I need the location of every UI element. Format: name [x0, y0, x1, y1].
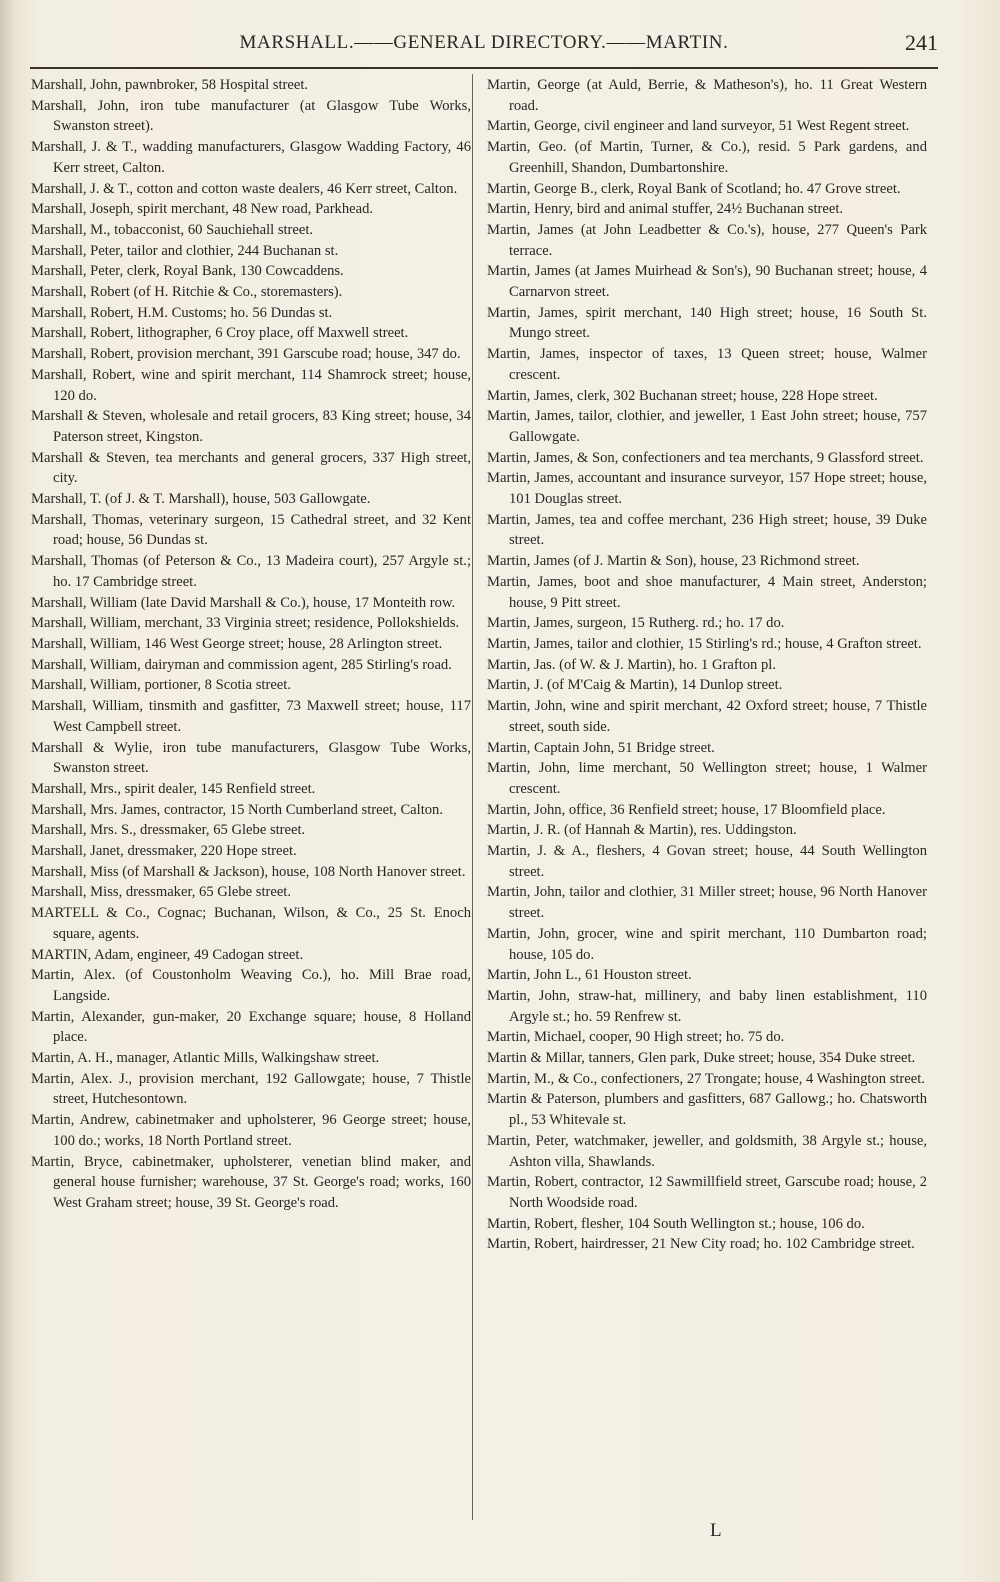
directory-entry: Martin, J. R. (of Hannah & Martin), res. Uddingston.: [487, 822, 797, 839]
directory-entry: Marshall, Peter, clerk, Royal Bank, 130 Cowcaddens.: [31, 263, 344, 280]
directory-entry: Martin, James, tailor and clothier, 15 Stirling's rd.; house, 4 Grafton street.: [487, 635, 922, 652]
directory-entry: Marshall, William, portioner, 8 Scotia street.: [31, 677, 291, 694]
directory-entry: Martin, Alexander, gun-maker, 20 Exchange square; house, 8 Holland place.: [31, 1008, 471, 1046]
directory-entry: Martin, George, civil engineer and land surveyor, 51 West Regent street.: [487, 118, 910, 135]
directory-entry: Marshall & Wylie, iron tube manufacturers, Glasgow Tube Works, Swanston street.: [31, 739, 471, 777]
directory-entry: Martin, George B., clerk, Royal Bank of Scotland; ho. 47 Grove street.: [487, 180, 901, 197]
directory-entry: Martin, Alex. J., provision merchant, 192 Gallowgate; house, 7 Thistle street, Hutchesontown.: [31, 1070, 471, 1108]
directory-entry: Martin, James, tailor, clothier, and jeweller, 1 East John street; house, 757 Gallowgate.: [487, 408, 927, 445]
directory-entry: Marshall, Robert, H.M. Customs; ho. 56 Dundas st.: [31, 304, 333, 321]
directory-entry: Martin, Andrew, cabinetmaker and upholsterer, 96 George street; house, 100 do.; works, 18 North Portland street.: [31, 1112, 471, 1149]
directory-entry: Marshall, William (late David Marshall & Co.), house, 17 Monteith row.: [31, 594, 456, 611]
directory-entry: Marshall, Thomas, veterinary surgeon, 15 Cathedral street, and 32 Kent road; house, 56 Dundas st.: [31, 511, 471, 549]
directory-entry: Martin, James, clerk, 302 Buchanan street; house, 228 Hope street.: [487, 387, 878, 404]
directory-entry: Marshall, Joseph, spirit merchant, 48 New road, Parkhead.: [31, 201, 374, 218]
directory-entry: Martin, A. H., manager, Atlantic Mills, Walkingshaw street.: [31, 1050, 380, 1067]
directory-entry: Martin, John L., 61 Houston street.: [487, 967, 692, 984]
directory-entry: MARTELL & Co., Cognac; Buchanan, Wilson, & Co., 25 St. Enoch square, agents.: [31, 905, 471, 942]
directory-entry: Marshall, Mrs., spirit dealer, 145 Renfield street.: [31, 780, 316, 797]
directory-entry: Martin, Robert, hairdresser, 21 New City road; ho. 102 Cambridge street.: [487, 1236, 915, 1253]
directory-entry: Martin, James, inspector of taxes, 13 Queen street; house, Walmer crescent.: [487, 346, 927, 383]
directory-entry: Marshall, Miss, dressmaker, 65 Glebe street.: [31, 884, 292, 901]
directory-entry: Marshall, Miss (of Marshall & Jackson), house, 108 North Hanover street.: [31, 863, 466, 880]
directory-entry: Marshall, John, iron tube manufacturer (at Glasgow Tube Works, Swanston street).: [31, 97, 471, 135]
header-rule: [30, 67, 938, 69]
directory-entry: Marshall, Thomas (of Peterson & Co., 13 Madeira court), 257 Argyle st.; ho. 17 Cambridge street.: [31, 553, 471, 590]
directory-entry: Marshall, J. & T., cotton and cotton waste dealers, 46 Kerr street, Calton.: [31, 180, 458, 197]
directory-entry: Marshall, Robert, lithographer, 6 Croy place, off Maxwell street.: [31, 325, 409, 342]
column-divider: [472, 74, 473, 1520]
page-header: [30, 30, 938, 64]
directory-entry: Marshall, Robert (of H. Ritchie & Co., storemasters).: [31, 284, 343, 301]
directory-entry: Martin, John, tailor and clothier, 31 Miller street; house, 96 North Hanover street.: [487, 884, 927, 922]
directory-entry: Martin, M., & Co., confectioners, 27 Trongate; house, 4 Washington street.: [487, 1070, 925, 1087]
directory-entry: Marshall, William, 146 West George street; house, 28 Arlington street.: [31, 635, 443, 652]
directory-entry: Martin, John, lime merchant, 50 Wellington street; house, 1 Walmer crescent.: [487, 760, 927, 797]
directory-entry: Marshall, Peter, tailor and clothier, 244 Buchanan st.: [31, 242, 339, 259]
directory-entry: Martin, Captain John, 51 Bridge street.: [487, 739, 715, 756]
directory-entry: MARTIN, Adam, engineer, 49 Cadogan street.: [31, 946, 304, 963]
directory-entry: Martin, George (at Auld, Berrie, & Matheson's), ho. 11 Great Western road.: [487, 77, 927, 114]
directory-entry: Martin, Bryce, cabinetmaker, upholsterer, venetian blind maker, and general house furnisher; warehouse, 37 St. George's road; works, 160 West Graham street; house, 39 St. George's road.: [31, 1153, 471, 1211]
directory-entry: Martin, James, tea and coffee merchant, 236 High street; house, 39 Duke street.: [487, 511, 927, 549]
directory-entry: Martin, Geo. (of Martin, Turner, & Co.), resid. 5 Park gardens, and Greenhill, Shandon, Dumbartonshire.: [487, 139, 927, 176]
directory-entry: Marshall, M., tobacconist, 60 Sauchiehall street.: [31, 221, 314, 238]
directory-entry: Marshall, Mrs. S., dressmaker, 65 Glebe street.: [31, 822, 306, 839]
directory-entry: Martin, James, surgeon, 15 Rutherg. rd.; ho. 17 do.: [487, 615, 785, 632]
left-column: [31, 75, 471, 1214]
directory-entry: Martin, Jas. (of W. & J. Martin), ho. 1 Grafton pl.: [487, 656, 777, 673]
directory-entry: Martin, Robert, contractor, 12 Sawmillfield street, Garscube road; house, 2 North Woodside road.: [487, 1174, 927, 1211]
directory-entry: Marshall, William, tinsmith and gasfitter, 73 Maxwell street; house, 117 West Campbell street.: [31, 698, 471, 735]
directory-entry: Martin & Millar, tanners, Glen park, Duke street; house, 354 Duke street.: [487, 1050, 916, 1067]
directory-entry: Marshall, Janet, dressmaker, 220 Hope street.: [31, 843, 297, 860]
directory-entry: Martin, James (of J. Martin & Son), house, 23 Richmond street.: [487, 553, 860, 570]
directory-entry: Martin, Michael, cooper, 90 High street; ho. 75 do.: [487, 1029, 785, 1046]
directory-entry: Marshall, J. & T., wadding manufacturers, Glasgow Wadding Factory, 46 Kerr street, Calton.: [31, 139, 471, 176]
directory-entry: Martin, James, accountant and insurance surveyor, 157 Hope street; house, 101 Douglas street.: [487, 470, 927, 508]
directory-entry: Marshall, William, dairyman and commission agent, 285 Stirling's road.: [31, 656, 452, 673]
directory-entry: Marshall, Robert, provision merchant, 391 Garscube road; house, 347 do.: [31, 346, 461, 363]
directory-entry: Marshall & Steven, wholesale and retail grocers, 83 King street; house, 34 Paterson street, Kingston.: [31, 408, 471, 445]
directory-entry: Martin, Alex. (of Coustonholm Weaving Co.), ho. Mill Brae road, Langside.: [31, 967, 471, 1004]
directory-entry: Martin, James, boot and shoe manufacturer, 4 Main street, Anderston; house, 9 Pitt street.: [487, 573, 927, 611]
directory-entry: Martin, James, & Son, confectioners and tea merchants, 9 Glassford street.: [487, 449, 924, 466]
directory-entry: Marshall, T. (of J. & T. Marshall), house, 503 Gallowgate.: [31, 491, 371, 508]
directory-entry: Martin, John, grocer, wine and spirit merchant, 110 Dumbarton road; house, 105 do.: [487, 925, 927, 963]
directory-entry: Martin, Peter, watchmaker, jeweller, and goldsmith, 38 Argyle st.; house, Ashton villa, Shawlands.: [487, 1132, 927, 1170]
binding-edge: [0, 0, 14, 1582]
right-column: [487, 75, 927, 1255]
running-head: MARSHALL.——GENERAL DIRECTORY.——MARTIN.: [239, 32, 729, 53]
directory-entry: Martin, John, wine and spirit merchant, 42 Oxford street; house, 7 Thistle street, south side.: [487, 698, 927, 735]
page-number: 241: [905, 30, 938, 55]
directory-entry: Martin, James (at James Muirhead & Son's), 90 Buchanan street; house, 4 Carnarvon street.: [487, 263, 927, 301]
directory-entry: Martin, J. & A., fleshers, 4 Govan street; house, 44 South Wellington street.: [487, 843, 927, 880]
directory-entry: Martin, Henry, bird and animal stuffer, 24½ Buchanan street.: [487, 201, 844, 218]
signature-mark: L: [710, 1520, 722, 1541]
directory-entry: Martin, John, office, 36 Renfield street; house, 17 Bloomfield place.: [487, 801, 886, 818]
directory-entry: Martin, James, spirit merchant, 140 High street; house, 16 South St. Mungo street.: [487, 304, 927, 342]
directory-entry: Marshall, William, merchant, 33 Virginia street; residence, Pollokshields.: [31, 615, 460, 632]
directory-entry: Marshall, John, pawnbroker, 58 Hospital street.: [31, 77, 309, 93]
directory-entry: Martin, Robert, flesher, 104 South Wellington st.; house, 106 do.: [487, 1215, 865, 1232]
directory-entry: Martin & Paterson, plumbers and gasfitters, 687 Gallowg.; ho. Chatsworth pl., 53 Whitevale st.: [487, 1091, 927, 1129]
directory-entry: Marshall, Mrs. James, contractor, 15 North Cumberland street, Calton.: [31, 801, 444, 818]
directory-entry: Martin, James (at John Leadbetter & Co.'s), house, 277 Queen's Park terrace.: [487, 221, 927, 259]
directory-entry: Marshall, Robert, wine and spirit merchant, 114 Shamrock street; house, 120 do.: [31, 366, 471, 404]
directory-entry: Marshall & Steven, tea merchants and general grocers, 337 High street, city.: [31, 449, 471, 487]
directory-entry: Martin, John, straw-hat, millinery, and baby linen establishment, 110 Argyle st.; ho. 59 Renfrew st.: [487, 987, 927, 1025]
directory-entry: Martin, J. (of M'Caig & Martin), 14 Dunlop street.: [487, 677, 783, 694]
